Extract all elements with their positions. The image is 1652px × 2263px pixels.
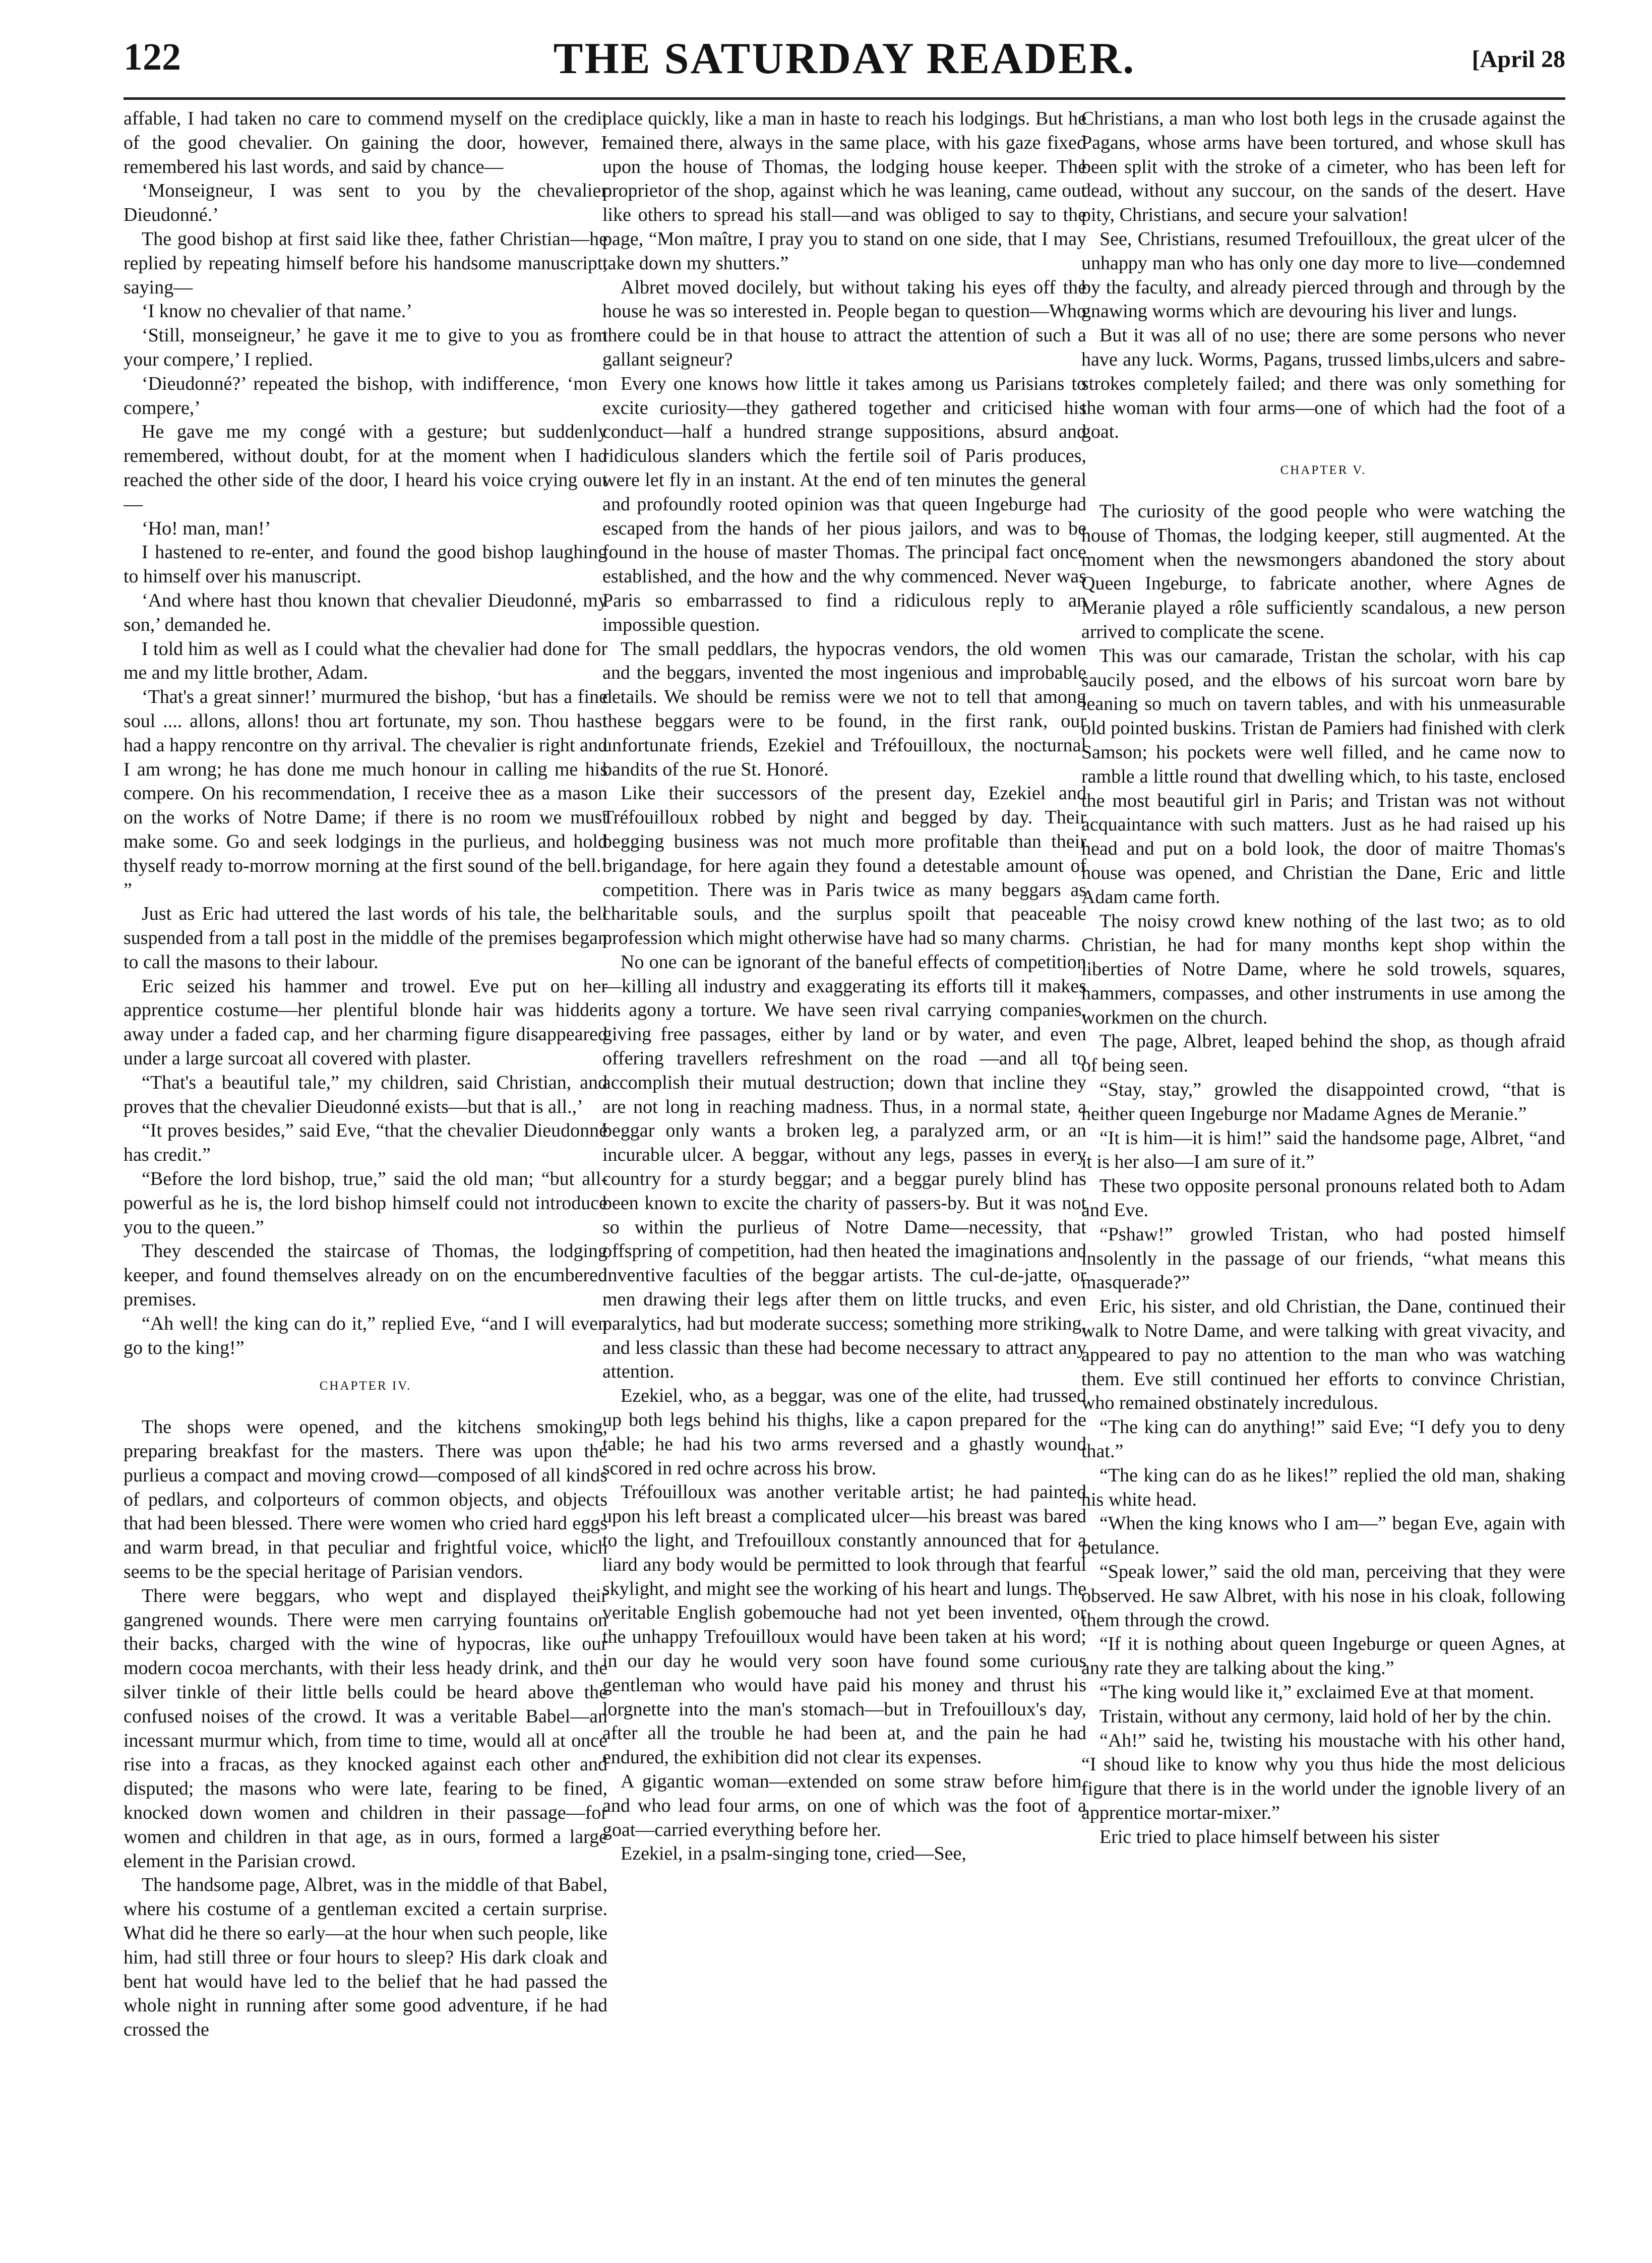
paragraph: “The king can do anything!” said Eve; “I defy you to deny that.” — [1081, 1416, 1565, 1462]
chapter-heading: CHAPTER V. — [1280, 463, 1367, 478]
paragraph: The small peddlars, the hypocras vendors, the old women and the beggars, invented the most ingenious and improbable details. We should be remiss were we not to tell that among these beggars were to be found, in the first rank, our unfortunate friends, Ezekiel and Tréfouilloux, the nocturnal bandits of the rue St. Honoré. — [602, 638, 1086, 780]
paragraph: ‘Dieudonné?’ repeated the bishop, with indifference, ‘mon compere,’ — [124, 373, 607, 419]
paragraph: The handsome page, Albret, was in the middle of that Babel, where his costume of a gentleman excited a certain surprise. What did he there so early—at the hour when such people, like him, had still three or four hours to sleep? His dark cloak and bent hat would have led to the belief that he had passed the whole night in running after some good adventure, if he had crossed the — [124, 1874, 607, 2041]
header-rule — [124, 97, 1565, 100]
paragraph: No one can be ignorant of the baneful effects of competition—killing all industry and exaggerating its efforts till it makes its agony a torture. We have seen rival carrying companies, giving free passages, either by land or by water, and even offering travellers refreshment on the road —and all to accomplish their mutual destruction; down that incline they are not long in reaching madness. Thus, in a normal state, a beggar only wants a broken leg, a paralyzed arm, or an incurable ulcer. A beggar, without any legs, passes in every country for a sturdy beggar; and a beggar purely blind has been known to excite the charity of passers-by. But it was not so within the purlieus of Notre Dame—necessity, that offspring of competition, had then heated the imaginations and inventive faculties of the beggar artists. The cul-de-jatte, or men drawing their legs after them on little trucks, and even paralytics, had but moderate success; something more striking, and less classic than these had become necessary to attract any attention. — [602, 951, 1086, 1383]
paragraph: “It is him—it is him!” said the handsome page, Albret, “and it is her also—I am sure of it.” — [1081, 1127, 1565, 1173]
paragraph: Eric, his sister, and old Christian, the Dane, continued their walk to Notre Dame, and were talking with great vivacity, and appeared to pay no attention to the man who was watching them. Eve still continued her efforts to convince Christian, who remained obstinately incredulous. — [1081, 1296, 1565, 1414]
paragraph: affable, I had taken no care to commend myself on the credit of the good chevalier. On gaining the door, however, I remembered his last words, and said by chance— — [124, 108, 607, 177]
paragraph: These two opposite personal pronouns related both to Adam and Eve. — [1081, 1175, 1565, 1221]
masthead-title: THE SATURDAY READER. — [553, 34, 1136, 83]
text-column-2 — [602, 107, 1086, 2250]
paragraph: Albret moved docilely, but without taking his eyes off the house he was so interested in. People began to question—Who there could be in that house to attract the attention of such a gallant seigneur? — [602, 276, 1086, 370]
paragraph: Just as Eric had uttered the last words of his tale, the bell suspended from a tall post in the middle of the premises began to call the masons to their labour. — [124, 903, 607, 973]
paragraph: “The king would like it,” exclaimed Eve at that moment. — [1099, 1682, 1535, 1703]
paragraph: They descended the staircase of Thomas, the lodging keeper, and found themselves already on on the encumbered premises. — [124, 1240, 607, 1311]
page-number: 122 — [124, 36, 181, 78]
page-header — [124, 20, 1565, 96]
issue-date: [April 28 — [1472, 46, 1565, 73]
paragraph: “The king can do as he likes!” replied the old man, shaking his white head. — [1081, 1464, 1565, 1510]
chapter-heading: CHAPTER IV. — [319, 1379, 412, 1393]
paragraph: “When the king knows who I am—” began Eve, again with petulance. — [1081, 1513, 1565, 1559]
paragraph: “Ah well! the king can do it,” replied Eve, “and I will even go to the king!” — [124, 1313, 607, 1358]
paragraph: See, Christians, resumed Trefouilloux, the great ulcer of the unhappy man who has only one day more to live—condemned by the faculty, and already pierced through and through by the gnawing worms which are devouring his liver and lungs. — [1081, 228, 1565, 322]
paragraph: The good bishop at first said like thee, father Christian—he replied by repeating himself before his handsome manuscript, saying— — [124, 228, 607, 298]
paragraph: “Before the lord bishop, true,” said the old man; “but all-powerful as he is, the lord bishop himself could not introduce you to the queen.” — [124, 1168, 607, 1238]
paragraph: A gigantic woman—extended on some straw before him, and who lead four arms, on one of which was the foot of a goat—carried everything before her. — [602, 1770, 1086, 1840]
paragraph: Ezekiel, who, as a beggar, was one of the elite, had trussed up both legs behind his thighs, like a capon prepared for the table; he had his two arms reversed and a ghastly wound scored in red ochre across his brow. — [602, 1385, 1086, 1479]
paragraph: But it was all of no use; there are some persons who never have any luck. Worms, Pagans, trussed limbs,ulcers and sabre-strokes completely failed; and there was only something for the woman with four arms—one of which had the foot of a goat. — [1081, 325, 1565, 443]
paragraph: I hastened to re-enter, and found the good bishop laughing to himself over his manuscript. — [124, 542, 607, 587]
text-column-1 — [124, 107, 607, 2250]
paragraph: Ezekiel, in a psalm-singing tone, cried—See, — [621, 1843, 966, 1865]
paragraph: “Speak lower,” said the old man, perceiving that they were observed. He saw Albret, with his nose in his cloak, following them through the crowd. — [1081, 1561, 1565, 1631]
paragraph: Eric tried to place himself between his sister — [1099, 1826, 1440, 1848]
paragraph: Tréfouilloux was another veritable artist; he had painted upon his left breast a complicated ulcer—his breast was bared to the light, and Trefouilloux constantly announced that for a liard any body would be permitted to look through that fearful skylight, and might see the working of his heart and lungs. The veritable English gobemouche had not yet been invented, or the unhappy Trefouilloux would have been taken at his word; in our day he would very soon have found some curious gentleman who would have paid his money and thrust his lorgnette into the man's stomach—but in Trefouilloux's day, after all the trouble he had been at, and the pain he had endured, the exhibition did not clear its expenses. — [602, 1481, 1086, 1768]
paragraph: He gave me my congé with a gesture; but suddenly remembered, without doubt, for at the moment when I had reached the other side of the door, I heard his voice crying out— — [124, 421, 607, 515]
paragraph: ‘And where hast thou known that chevalier Dieudonné, my son,’ demanded he. — [124, 589, 607, 635]
paragraph: This was our camarade, Tristan the scholar, with his cap saucily posed, and the elbows of his surcoat worn bare by leaning so much on tavern tables, and with his unmeasurable old pointed buskins. Tristan de Pamiers had finished with clerk Samson; his pockets were well filled, and he came now to ramble a little round that dwelling which, to his taste, enclosed the most beautiful girl in Paris; and Tristan was not without acquaintance with such matters. Just as he had raised up his head and put on a bold look, the door of maitre Thomas's house was opened, and Christian the Dane, Eric and little Adam came forth. — [1081, 645, 1565, 908]
paragraph: ‘Monseigneur, I was sent to you by the chevalier Dieudonné.’ — [124, 180, 607, 226]
paragraph: “That's a beautiful tale,” my children, said Christian, and proves that the chevalier Dieudonné exists—but that is all.,’ — [124, 1071, 607, 1117]
paragraph: ‘Ho! man, man!’ — [142, 517, 271, 539]
paragraph: “It proves besides,” said Eve, “that the chevalier Dieudonné has credit.” — [124, 1120, 607, 1166]
paragraph: “If it is nothing about queen Ingeburge or queen Agnes, at any rate they are talking about the king.” — [1081, 1633, 1565, 1679]
paragraph: The curiosity of the good people who were watching the house of Thomas, the lodging keeper, still augmented. At the moment when the newsmongers abandoned the story about Queen Ingeburge, to fabricate another, where Agnes de Meranie played a rôle sufficiently scandalous, a new person arrived to complicate the scene. — [1081, 500, 1565, 642]
text-column-3 — [1081, 107, 1565, 2250]
paragraph: “Pshaw!” growled Tristan, who had posted himself insolently in the passage of our friends, “what means this masquerade?” — [1081, 1223, 1565, 1293]
paragraph: ‘That's a great sinner!’ murmured the bishop, ‘but has a fine soul .... allons, allons! thou art fortunate, my son. Thou hast had a happy rencontre on thy arrival. The chevalier is right and I am wrong; he has done me much honour in calling me his compere. On his recommendation, I receive thee as a mason on the works of Notre Dame; if there is no room we must make some. Go and seek lodgings in the purlieus, and hold thyself ready to-morrow morning at the first sound of the bell.’ ” — [124, 686, 607, 901]
paragraph: Like their successors of the present day, Ezekiel and Tréfouilloux robbed by night and begged by day. Their begging business was not much more profitable than their brigandage, for here again they found a detestable amount of competition. There was in Paris twice as many beggars as charitable souls, and the surplus spoilt that peaceable profession which might otherwise have had so many charms. — [602, 783, 1086, 949]
paragraph: “Ah!” said he, twisting his moustache with his other hand, “I shoud like to know why you thus hide the most delicious figure that there is in the world under the ignoble livery of an apprentice mortar-mixer.” — [1081, 1730, 1565, 1823]
paragraph: Christians, a man who lost both legs in the crusade against the Pagans, whose arms have been tortured, and whose skull has been split with the stroke of a cimeter, who has been left for dead, without any succour, on the sands of the desert. Have pity, Christians, and secure your salvation! — [1081, 108, 1565, 226]
paragraph: The noisy crowd knew nothing of the last two; as to old Christian, he had for many months kept shop within the liberties of Notre Dame, where he sold trowels, squares, hammers, compasses, and other instruments in use among the workmen on the church. — [1081, 910, 1565, 1028]
paragraph: Tristain, without any cermony, laid hold of her by the chin. — [1099, 1705, 1552, 1727]
paragraph: ‘Still, monseigneur,’ he gave it me to give to you as from your compere,’ I replied. — [124, 325, 607, 370]
paragraph: The page, Albret, leaped behind the shop, as though afraid of being seen. — [1081, 1031, 1565, 1077]
paragraph: ‘I know no chevalier of that name.’ — [142, 301, 413, 322]
paragraph: I told him as well as I could what the chevalier had done for me and my little brother, Adam. — [124, 638, 607, 684]
paragraph: There were beggars, who wept and displayed their gangrened wounds. There were men carrying fountains on their backs, charged with the wine of hypocras, like our modern cocoa merchants, with their less heady drink, and the silver tinkle of their little bells could be heard above the confused noises of the crowd. It was a veritable Babel—an incessant murmur which, from time to time, would all at once rise into a fracas, as they knocked against each other and disputed; the masons who were late, fearing to be fined, knocked down women and children in their passage—for women and children in that age, as in ours, formed a large element in the Parisian crowd. — [124, 1585, 607, 1872]
paragraph: Eric seized his hammer and trowel. Eve put on her apprentice costume—her plentiful blonde hair was hidden away under a faded cap, and her charming figure disappeared under a large surcoat all covered with plaster. — [124, 975, 607, 1069]
paragraph: place quickly, like a man in haste to reach his lodgings. But he remained there, always in the same place, with his gaze fixed upon the house of Thomas, the lodging house keeper. The proprietor of the shop, against which he was leaning, came out like others to spread his stall—and was obliged to say to the page, “Mon maître, I pray you to stand on one side, that I may take down my shutters.” — [602, 108, 1086, 274]
paragraph: The shops were opened, and the kitchens smoking, preparing breakfast for the masters. There was upon the purlieus a compact and moving crowd—composed of all kinds of pedlars, and colporteurs of common objects, and objects that had been blessed. There were women who cried hard eggs and warm bread, in that peculiar and frightful voice, which seems to be the special heritage of Parisian vendors. — [124, 1416, 607, 1583]
paragraph: “Stay, stay,” growled the disappointed crowd, “that is neither queen Ingeburge nor Madame Agnes de Meranie.” — [1081, 1079, 1565, 1124]
paragraph: Every one knows how little it takes among us Parisians to excite curiosity—they gathered together and criticised his conduct—half a hundred strange suppositions, absurd and ridiculous slanders which the fertile soil of Paris produces, were let fly in an instant. At the end of ten minutes the general and profoundly rooted opinion was that queen Ingeburge had escaped from the hands of her pious jailors, and was to be found in the house of master Thomas. The principal fact once established, and the how and the why commenced. Never was Paris so embarrassed to find a ridiculous reply to an impossible question. — [602, 373, 1086, 635]
